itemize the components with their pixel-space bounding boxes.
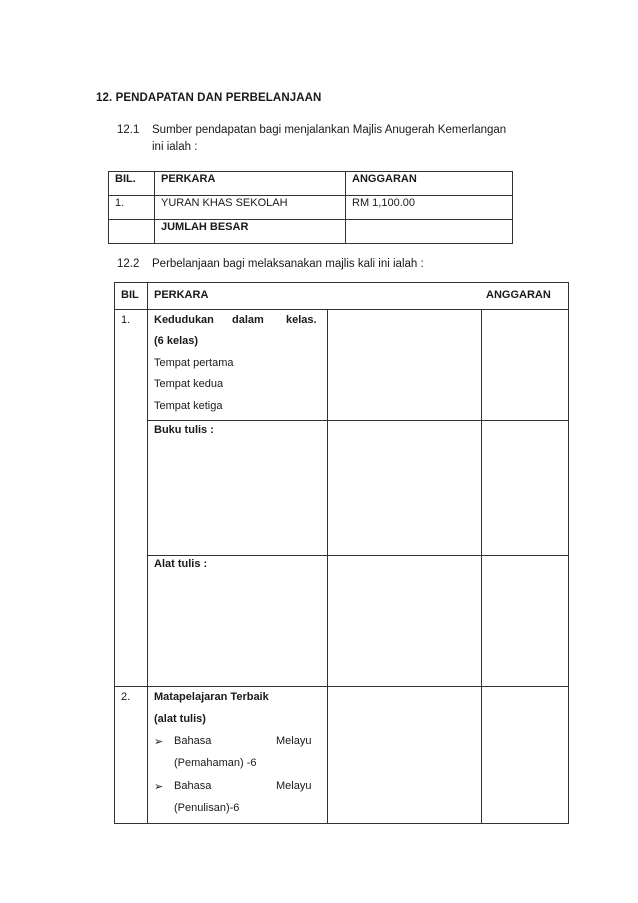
row-divider-buku: [147, 420, 569, 421]
item2-bil: 2.: [121, 691, 131, 703]
table-header-divider: [114, 309, 569, 310]
cell-anggaran: [346, 220, 513, 244]
column-divider-bil: [147, 282, 148, 824]
item2-bullet2-word-c: (Penulisan)-6: [174, 802, 240, 814]
header-anggaran: ANGGARAN: [346, 172, 513, 196]
item2-subtitle: (alat tulis): [154, 713, 206, 725]
column-divider-anggaran: [481, 309, 482, 824]
subsection-number-12-2: 12.2: [117, 258, 140, 270]
header-perkara: PERKARA: [154, 289, 209, 301]
row-divider-alat: [147, 555, 569, 556]
subsection-text-line-2: ini ialah :: [152, 141, 198, 153]
header-bil: BIL: [121, 289, 139, 301]
item1-alat-tulis: Alat tulis :: [154, 558, 208, 570]
bullet-arrow-icon: ➢: [154, 781, 164, 793]
income-table: [108, 171, 513, 244]
cell-perkara: YURAN KHAS SEKOLAH: [155, 196, 346, 220]
item2-title: Matapelajaran Terbaik: [154, 691, 269, 703]
cell-anggaran: RM 1,100.00: [346, 196, 513, 220]
item1-title-word-3: kelas.: [286, 314, 317, 326]
item1-title-word-2: dalam: [232, 314, 264, 326]
subsection-text-12-2: Perbelanjaan bagi melaksanakan majlis kali ini ialah :: [152, 258, 424, 270]
item1-bil: 1.: [121, 314, 131, 326]
item2-bullet1-word-c: (Pemahaman) -6: [174, 757, 257, 769]
item2-bullet2-word-b: Melayu: [276, 780, 312, 792]
subsection-text-12-1: [152, 122, 506, 156]
item1-line-1: Tempat pertama: [154, 357, 234, 369]
cell-bil: [109, 220, 155, 244]
item2-bullet1-word-a: Bahasa: [174, 735, 212, 747]
table-row: [109, 196, 513, 220]
column-divider-mid: [327, 309, 328, 824]
item1-buku-tulis: Buku tulis :: [154, 424, 214, 436]
item1-line-3: Tempat ketiga: [154, 400, 223, 412]
header-anggaran: ANGGARAN: [486, 289, 551, 301]
bullet-arrow-icon: ➢: [154, 736, 164, 748]
section-heading: 12. PENDAPATAN DAN PERBELANJAAN: [96, 92, 322, 104]
table-border-top: [114, 282, 569, 283]
table-border-bottom: [114, 823, 569, 824]
row-divider-item2: [114, 686, 569, 687]
item2-bullet2-word-a: Bahasa: [174, 780, 212, 792]
table-border-right: [568, 282, 569, 824]
table-row-total: [109, 220, 513, 244]
cell-bil: 1.: [109, 196, 155, 220]
table-border-left: [114, 282, 115, 824]
item1-subtitle: (6 kelas): [154, 335, 199, 347]
subsection-text-line-1: Sumber pendapatan bagi menjalankan Majlis Anugerah Kemerlangan: [152, 124, 507, 136]
item1-line-2: Tempat kedua: [154, 378, 224, 390]
subsection-number-12-1: 12.1: [117, 124, 140, 136]
item2-bullet1-word-b: Melayu: [276, 735, 312, 747]
cell-jumlah-besar: JUMLAH BESAR: [155, 220, 346, 244]
table-header-row: [109, 172, 513, 196]
item1-title-word-1: Kedudukan: [154, 314, 214, 326]
header-perkara: PERKARA: [155, 172, 346, 196]
header-bil: BIL.: [109, 172, 155, 196]
